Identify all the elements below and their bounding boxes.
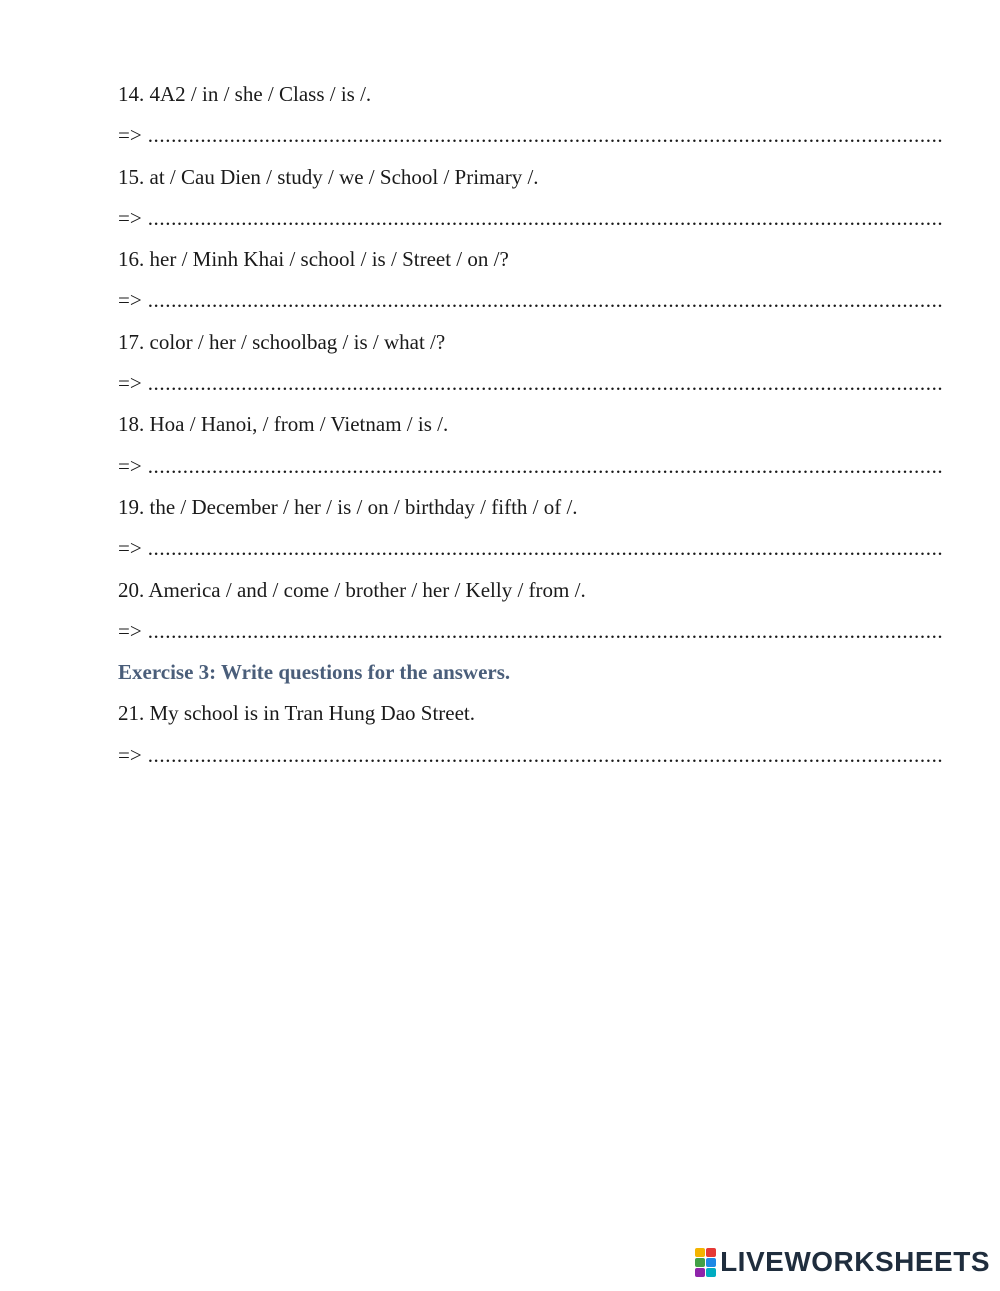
question-19: 19. the / December / her / is / on / birthday / fifth / of /. [118,494,578,519]
answer-20[interactable] [118,617,944,645]
answer-blank[interactable]: ........................................................................................................................................ [147,205,944,230]
logo-tile [706,1248,716,1257]
answer-arrow: => [118,453,142,478]
answer-blank[interactable]: ........................................................................................................................................ [147,453,944,478]
answer-blank[interactable]: ........................................................................................................................................ [147,371,944,396]
answer-blank[interactable]: ........................................................................................................................................ [147,618,944,643]
logo-tile [695,1248,705,1257]
answer-18[interactable] [118,452,944,480]
question-16: 16. her / Minh Khai / school / is / Street / on /? [118,247,509,272]
question-15: 15. at / Cau Dien / study / we / School / Primary /. [118,164,539,189]
answer-arrow: => [118,371,142,396]
answer-blank[interactable]: ........................................................................................................................................ [147,536,944,561]
answer-17[interactable] [118,369,944,397]
answer-21[interactable] [118,741,944,769]
logo-tile [695,1268,705,1277]
question-20: 20. America / and / come / brother / her / Kelly / from /. [118,577,586,602]
liveworksheets-logo [695,1247,990,1277]
brand-name: LIVEWORKSHEETS [720,1246,990,1277]
answer-arrow: => [118,123,142,148]
answer-blank[interactable]: ........................................................................................................................................ [147,742,944,767]
exercise-3-heading: Exercise 3: Write questions for the answers. [118,660,511,685]
answer-arrow: => [118,288,142,313]
question-21: 21. My school is in Tran Hung Dao Street. [118,701,475,726]
answer-blank[interactable]: ........................................................................................................................................ [147,288,944,313]
answer-arrow: => [118,205,142,230]
question-14: 14. 4A2 / in / she / Class / is /. [118,82,372,106]
logo-tile [706,1268,716,1277]
answer-16[interactable] [118,286,944,314]
answer-arrow: => [118,742,142,767]
answer-arrow: => [118,618,142,643]
logo-tiles-icon [695,1248,716,1277]
question-18: 18. Hoa / Hanoi, / from / Vietnam / is /. [118,412,449,437]
answer-19[interactable] [118,534,944,562]
answer-15[interactable] [118,204,944,232]
logo-tile [706,1258,716,1267]
answer-blank[interactable]: ........................................................................................................................................ [147,123,944,148]
answer-14[interactable] [118,121,944,149]
logo-tile [695,1258,705,1267]
worksheet-content [118,80,944,782]
answer-arrow: => [118,536,142,561]
question-17: 17. color / her / schoolbag / is / what /? [118,329,446,354]
